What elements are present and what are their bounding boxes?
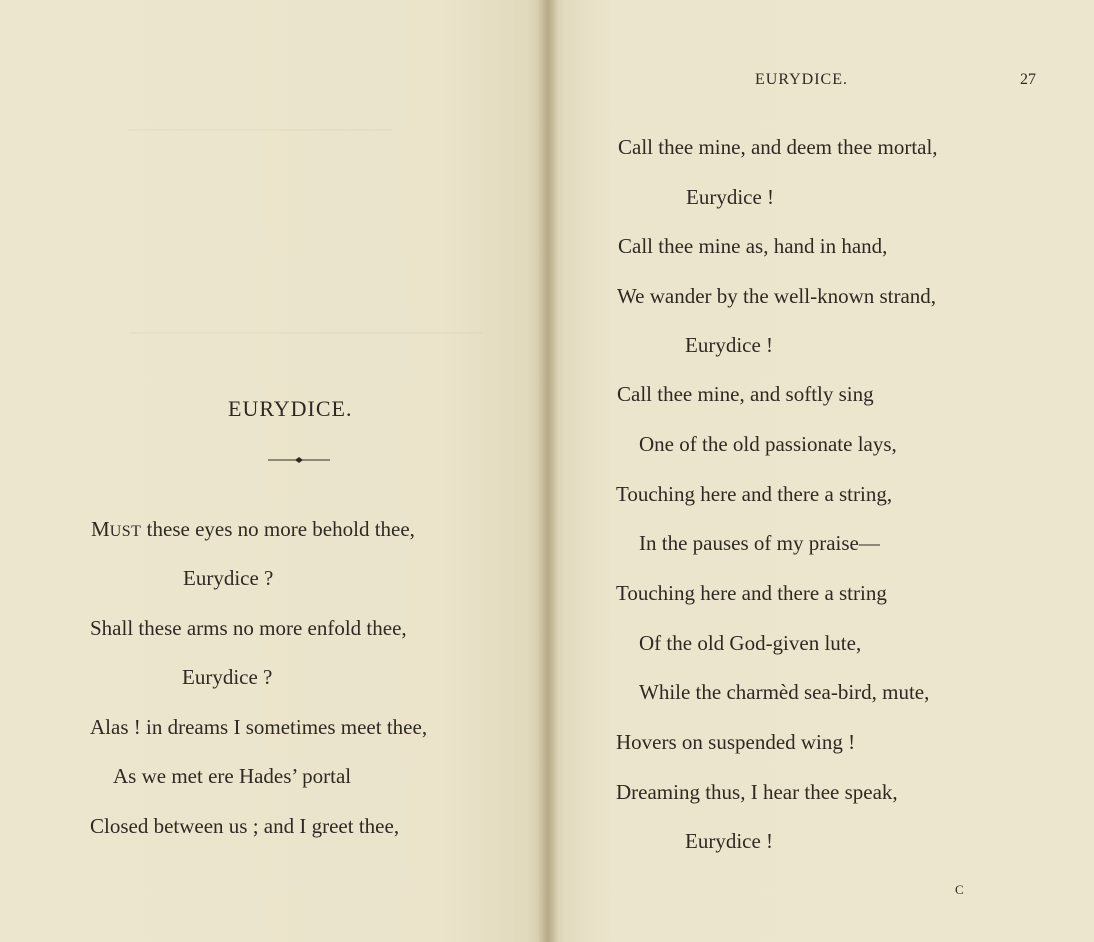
verse-line: MUST these eyes no more behold thee,	[91, 517, 415, 541]
verse-line: Eurydice ?	[183, 566, 274, 590]
title-ornament	[268, 454, 330, 466]
running-head: EURYDICE.	[755, 71, 848, 88]
verse-line: Closed between us ; and I greet thee,	[90, 814, 400, 838]
small-caps-text: UST	[109, 523, 142, 540]
poem-title: EURYDICE.	[228, 396, 353, 421]
verse-line: Call thee mine, and softly sing	[617, 382, 874, 406]
verse-line: We wander by the well-known strand,	[617, 284, 937, 308]
book-gutter	[538, 0, 558, 942]
verse-line: Eurydice !	[686, 185, 775, 209]
verse-line: One of the old passionate lays,	[639, 432, 897, 456]
page-number: 27	[1020, 71, 1036, 88]
verse-line: Call thee mine, and deem thee mortal,	[618, 135, 938, 159]
verse-line: Eurydice !	[685, 829, 774, 853]
drop-letter: M	[91, 517, 110, 541]
verse-line: While the charmèd sea-bird, mute,	[639, 680, 930, 704]
verse-line: Eurydice ?	[182, 665, 273, 689]
verse-line: Touching here and there a string,	[616, 482, 893, 506]
verse-line: Alas ! in dreams I sometimes meet thee,	[90, 715, 428, 739]
verse-line: Call thee mine as, hand in hand,	[618, 234, 888, 258]
show-through-text: ————————————	[128, 115, 392, 140]
show-through-text: ————————————————	[130, 318, 482, 343]
verse-line: Hovers on suspended wing !	[616, 730, 856, 754]
verse-line: Touching here and there a string	[616, 581, 887, 605]
verse-line: Dreaming thus, I hear thee speak,	[616, 780, 898, 804]
signature-mark: C	[955, 882, 964, 897]
verse-line: Eurydice !	[685, 333, 774, 357]
verse-line: Of the old God-given lute,	[639, 631, 862, 655]
verse-line: As we met ere Hades’ portal	[113, 764, 352, 788]
verse-line: Shall these arms no more enfold thee,	[90, 616, 407, 640]
verse-line: In the pauses of my praise—	[639, 531, 880, 555]
